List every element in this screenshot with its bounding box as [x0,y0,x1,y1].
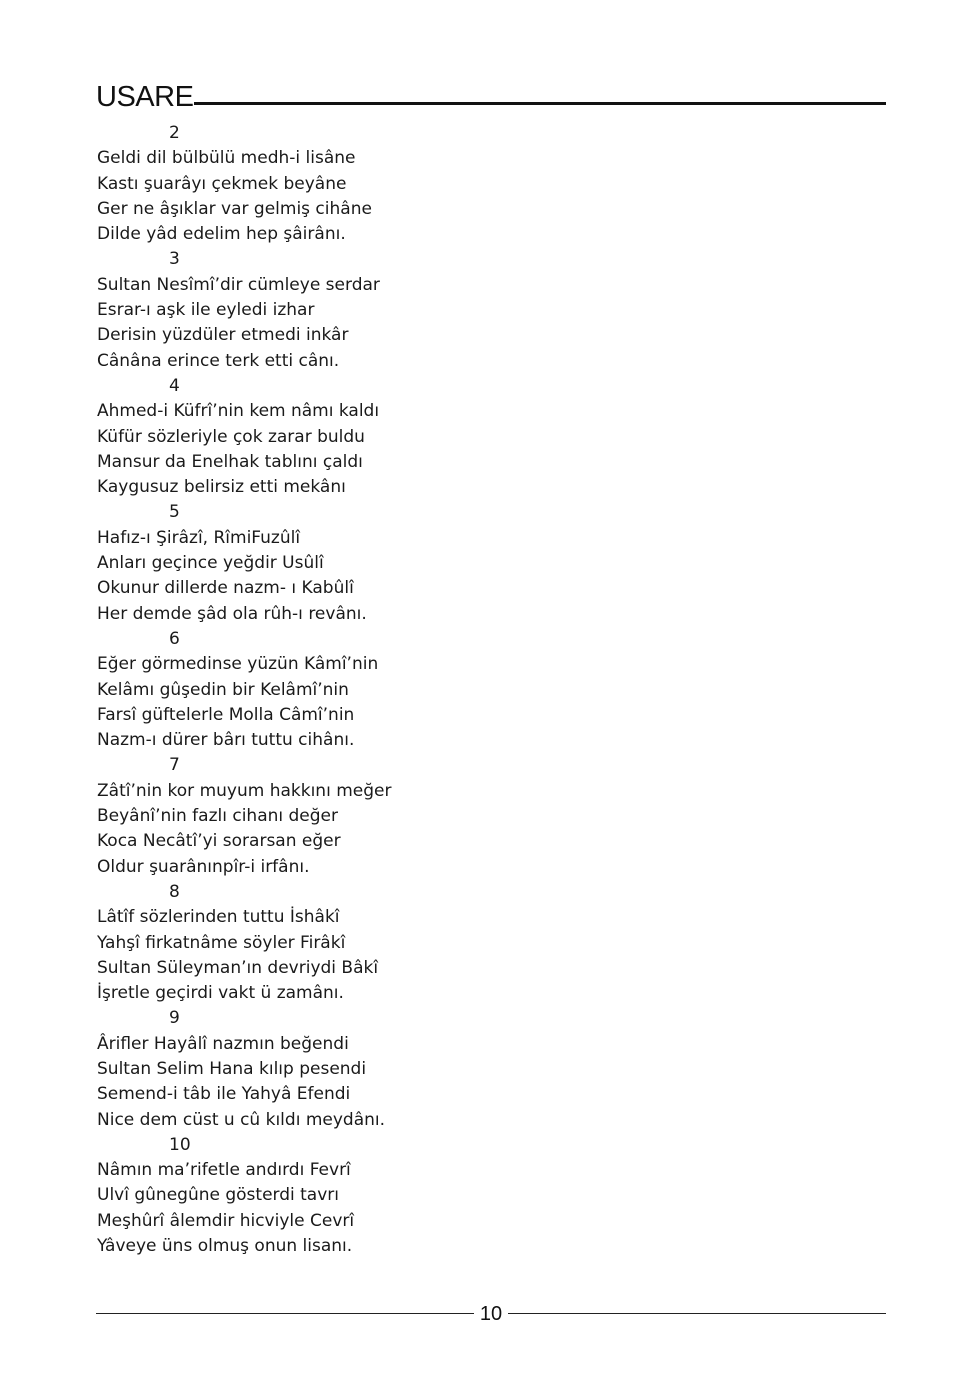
verse-line: Cânâna erince terk etti cânı. [97,350,340,371]
verse-line: Lâtîf sözlerinden tuttu İshâkî [97,907,340,928]
stanza-number: 2 [169,123,180,143]
verse-line: Hafız-ı Şirâzî, RîmiFuzûlî [97,527,301,548]
verse-line: Sultan Selim Hana kılıp pesendi [97,1058,367,1079]
verse-line: Okunur dillerde nazm- ı Kabûlî [97,578,354,599]
stanza [97,121,797,247]
verse-line: Nazm-ı dürer bârı tuttu cihânı. [97,730,355,751]
verse-line: Nice dem cüst u cû kıldı meydânı. [97,1109,386,1130]
verse-line: Farsî güftelerle Molla Câmî’nin [97,704,355,725]
stanza-number: 6 [169,628,180,649]
stanza [97,500,797,626]
verse-line: Ahmed-i Küfrî’nin kem nâmı kaldı [97,401,380,422]
footer-rule-left [96,1313,474,1314]
verse-line: Anları geçince yeğdir Usûlî [97,553,324,574]
verse-line: Yâveye üns olmuş onun lisanı. [97,1236,353,1257]
verse-line: Kaygusuz belirsiz etti mekânı [97,477,346,498]
page-number: 10 [479,1303,503,1325]
stanza-number: 8 [169,881,180,902]
header-rule [194,102,886,105]
verse-line: İşretle geçirdi vakt ü zamânı. [97,983,344,1004]
stanza-number: 4 [169,375,180,396]
verse-line: Sultan Süleyman’ın devriydi Bâkî [97,957,379,978]
footer-rule-right [508,1313,886,1314]
verse-line: Kelâmı gûşedin bir Kelâmî’nin [97,679,349,700]
verse-line: Derisin yüzdüler etmedi inkâr [97,325,349,346]
verse-line: Meşhûrî âlemdir hicviyle Cevrî [97,1210,355,1231]
stanza [97,374,797,500]
poem-body [97,121,797,1259]
stanza [97,247,797,373]
stanza [97,1133,797,1259]
verse-line: Mansur da Enelhak tablını çaldı [97,451,363,472]
verse-line: Eğer görmedinse yüzün Kâmî’nin [97,654,379,675]
stanza-number: 9 [169,1008,180,1029]
verse-line: Dilde yâd edelim hep şâirânı. [97,224,346,245]
verse-line: Esrar-ı aşk ile eyledi izhar [97,300,315,321]
verse-line: Her demde şâd ola rûh-ı revânı. [97,603,367,624]
stanza [97,627,797,753]
verse-line: Semend-i tâb ile Yahyâ Efendi [97,1084,351,1105]
verse-line: Küfür sözleriyle çok zarar buldu [97,426,365,447]
stanza [97,753,797,879]
verse-line: Oldur şuarânınpîr-i irfânı. [97,856,310,877]
verse-line: Kastı şuarâyı çekmek beyâne [97,173,347,194]
verse-line: Sultan Nesîmî’dir cümleye serdar [97,274,380,295]
stanza-number: 7 [169,755,180,776]
page-footer [96,1300,886,1328]
verse-line: Ulvî gûnegûne gösterdi tavrı [97,1185,339,1206]
running-title: USARE [96,81,194,113]
page-header [96,80,886,114]
verse-line: Zâtî’nin kor muyum hakkını meğer [97,780,392,801]
stanza-number: 3 [169,249,180,270]
verse-line: Beyânî’nin fazlı cihanı değer [97,806,339,827]
verse-line: Ger ne âşıklar var gelmiş cihâne [97,198,372,219]
verse-line: Nâmın ma’rifetle andırdı Fevrî [97,1160,351,1181]
verse-line: Koca Necâtî’yi sorarsan eğer [97,831,341,852]
stanza-number: 10 [169,1134,191,1155]
verse-line: Yahşî firkatnâme söyler Firâkî [97,932,346,953]
stanza [97,880,797,1006]
verse-line: Geldi dil bülbülü medh-i lisâne [97,148,356,169]
stanza [97,1006,797,1132]
verse-line: Ârifler Hayâlî nazmın beğendi [97,1033,349,1054]
stanza-number: 5 [169,502,180,523]
